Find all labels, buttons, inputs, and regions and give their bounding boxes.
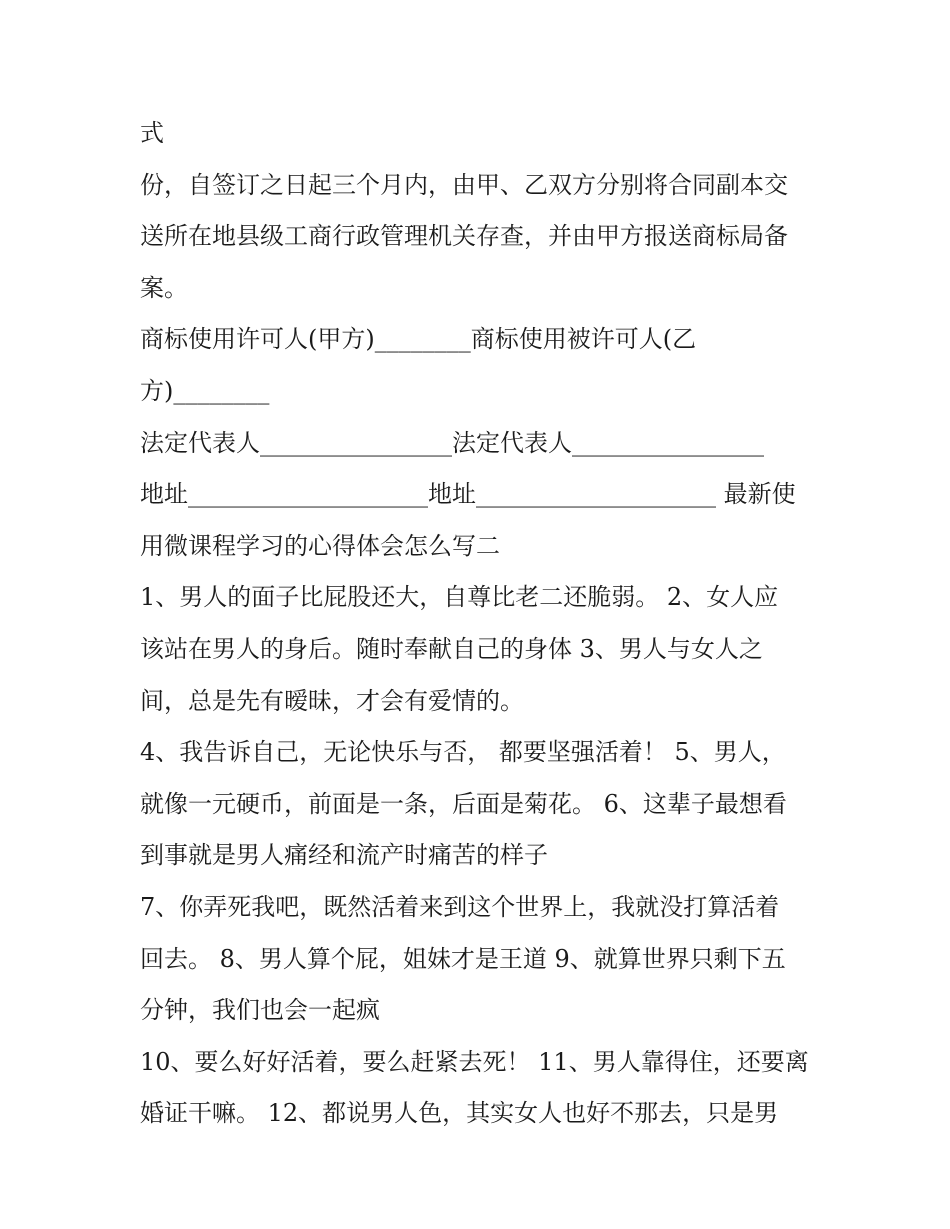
text-line: 送所在地县级工商行政管理机关存查，并由甲方报送商标局备 [140,222,788,251]
text-line: 法定代表人________________法定代表人________________ [140,428,764,457]
text-line: 方)________ [140,376,270,405]
text-line: 就像一元硬币，前面是一条，后面是菊花。 6、这辈子最想看 [140,789,787,818]
text-line: 地址____________________地址____________________ 最新使 [140,480,796,509]
text-line: 份，自签订之日起三个月内，由甲、乙双方分别将合同副本交 [140,170,788,199]
text-line: 用微课程学习的心得体会怎么写二 [140,531,500,560]
text-line: 7、你弄死我吧，既然活着来到这个世界上，我就没打算活着 [140,892,780,921]
text-line: 案。 [140,273,188,302]
text-line: 10、要么好好活着，要么赶紧去死！ 11、男人靠得住，还要离 [140,1047,809,1076]
text-line: 4、我告诉自己，无论快乐与否， 都要坚强活着！ 5、男人， [140,738,786,767]
text-line: 间，总是先有暧昧，才会有爱情的。 [140,686,524,715]
text-line: 1、男人的面子比屁股还大，自尊比老二还脆弱。 2、女人应 [140,583,779,612]
text-line: 回去。 8、男人算个屁，姐妹才是王道 9、就算世界只剩下五 [140,944,786,973]
text-line: 分钟，我们也会一起疯 [140,996,380,1025]
text-line: 商标使用许可人(甲方)________商标使用被许可人(乙 [140,325,697,354]
text-line: 式 [140,119,164,147]
document-body [140,108,820,1140]
text-line: 到事就是男人痛经和流产时痛苦的样子 [140,841,548,870]
text-line: 婚证干嘛。 12、都说男人色，其实女人也好不那去，只是男 [140,1099,779,1128]
text-line: 该站在男人的身后。随时奉献自己的身体 3、男人与女人之 [140,634,763,663]
